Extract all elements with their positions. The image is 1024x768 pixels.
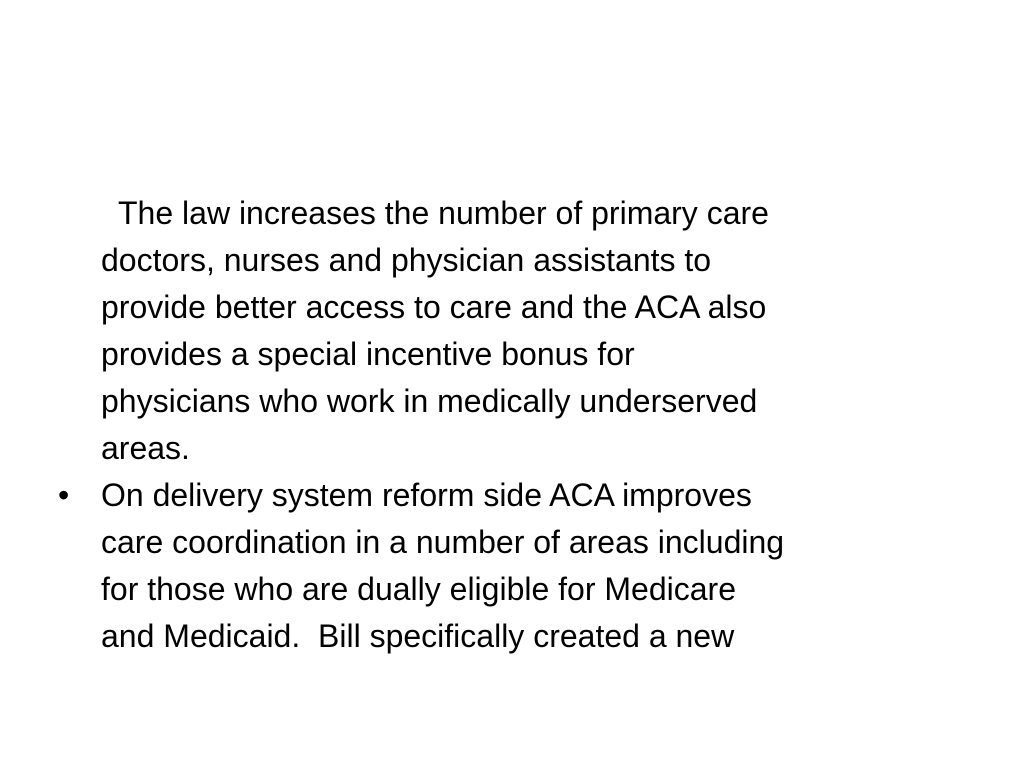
paragraph-delivery-system — [58, 472, 978, 660]
text-line: The law increases the number of primary care — [118, 195, 769, 231]
text-line: for those who are dually eligible for Medicare — [101, 571, 736, 607]
text-line: care coordination in a number of areas including — [101, 524, 785, 560]
text-line: provide better access to care and the ACA also — [101, 289, 767, 325]
slide-body — [58, 190, 978, 660]
paragraph-primary-care — [58, 190, 978, 472]
text-line: provides a special incentive bonus for — [101, 336, 635, 372]
text-line: and Medicaid. Bill specifically created a new — [101, 618, 735, 654]
text-line: On delivery system reform side ACA improves — [101, 477, 752, 513]
text-line: doctors, nurses and physician assistants to — [101, 242, 712, 278]
bullet-marker: • — [58, 477, 70, 513]
text-line: areas. — [101, 430, 190, 466]
text-line: physicians who work in medically underserved — [101, 383, 758, 419]
